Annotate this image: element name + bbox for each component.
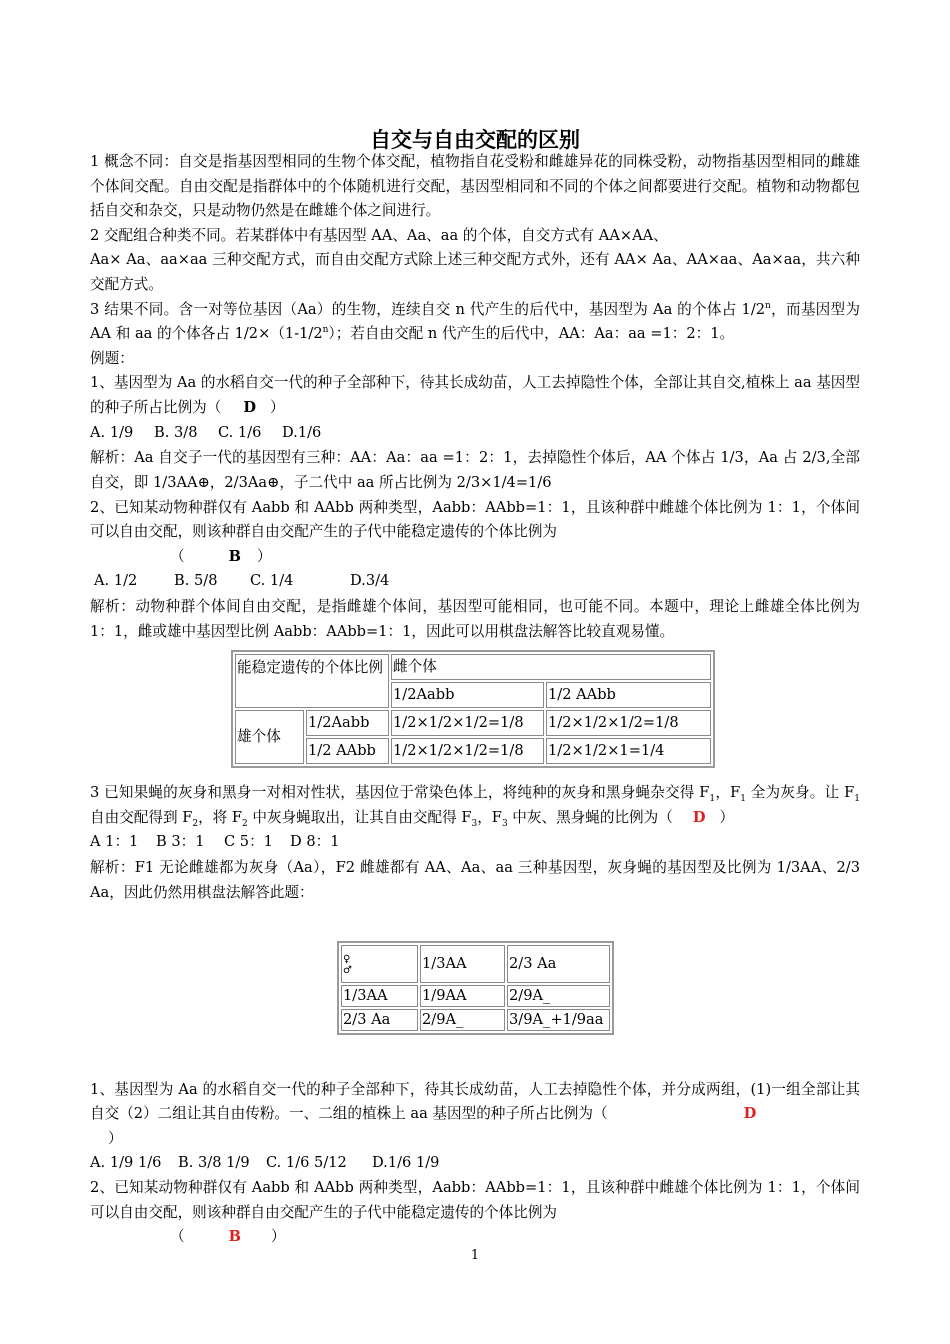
paragraph-combination-1: 2 交配组合种类不同。若某群体中有基因型 AA、Aa、aa 的个体，自交方式有 AA×AA、 — [90, 226, 668, 244]
document-body — [90, 150, 860, 1250]
p1-option-a: A. 1/9 1/6 — [90, 1154, 162, 1172]
q3-sub: 2 — [192, 818, 199, 829]
punnett-table-2 — [337, 941, 614, 1035]
q2-option-c: C. 1/4 — [250, 572, 294, 590]
q3-text: 中灰、黑身蝇的比例为（ — [507, 808, 673, 826]
question-1-options — [90, 421, 860, 446]
question-2-answer-line — [90, 545, 860, 570]
p1-option-c: C. 1/6 5/12 — [266, 1154, 347, 1172]
question-1 — [90, 371, 860, 420]
table1-col-header: 1/2 AAbb — [546, 682, 711, 708]
table2-row-header: 1/3AA — [341, 985, 418, 1007]
q3-sub: 3 — [501, 818, 508, 829]
question-3-analysis: 解析：F1 无论雌雄都为灰身（Aa），F2 雌雄都有 AA、Aa、aa 三种基因型，灰身蝇的基因型及比例为 1/3AA、2/3 Aa，因此仍然用棋盘法解答此题： — [90, 858, 860, 901]
question-1-text: 1、基因型为 Aa 的水稻自交一代的种子全部种下，待其长成幼苗，人工去掉隐性个体，全部让其自交,植株上 aa 基因型的种子所占比例为（ — [90, 374, 860, 416]
q2-option-a: A. 1/2 — [94, 572, 138, 590]
table1-cell: 1/2×1/2×1/2=1/8 — [391, 710, 544, 736]
table1-corner: 能稳定遗传的个体比例 — [235, 654, 389, 708]
q3-sub: 3 — [471, 818, 478, 829]
result-text-c: ）；若自由交配 n 代产生的后代中，AA：Aa：aa =1：2：1。 — [328, 325, 735, 343]
table1-row-header: 1/2 AAbb — [306, 738, 389, 764]
practice-2-open: （ — [170, 1228, 185, 1246]
practice-2-answer: B — [228, 1228, 241, 1246]
q3-option-a: A 1：1 — [90, 833, 139, 851]
page-number: 1 — [470, 1248, 480, 1263]
table2-cell: 1/9AA — [420, 985, 505, 1007]
question-3 — [90, 781, 860, 830]
practice-2-answer-line — [90, 1225, 860, 1250]
question-3-options — [90, 830, 860, 855]
q3-sub: 1 — [709, 793, 716, 804]
result-text-a: 3 结果不同。含一对等位基因（Aa）的生物，连续自交 n 代产生的后代中，基因型为 Aa 的个体占 1/2 — [90, 300, 766, 318]
question-2-open: （ — [170, 547, 185, 565]
q3-sub: 1 — [740, 793, 746, 804]
example-label: 例题： — [90, 349, 134, 367]
result-sup-2: n — [322, 325, 329, 336]
q3-text: 自由交配得到 F — [90, 808, 193, 826]
q3-option-d: D 8：1 — [290, 833, 340, 851]
question-2-options — [90, 569, 860, 594]
question-2-answer: B — [228, 547, 241, 565]
table2-row-header: 2/3 Aa — [341, 1009, 418, 1031]
q1-option-c: C. 1/6 — [218, 423, 262, 441]
q3-text: 全为灰身。让 F — [745, 783, 855, 801]
q3-option-b: B 3：1 — [156, 833, 205, 851]
q2-option-d: D.3/4 — [350, 572, 390, 590]
table1-row-header: 1/2Aabb — [306, 710, 389, 736]
table1-col-group: 雌个体 — [391, 654, 711, 680]
table1-cell: 1/2×1/2×1/2=1/8 — [546, 710, 711, 736]
q3-text: 3 已知果蝇的灰身和黑身一对相对性状，基因位于常染色体上，将纯种的灰身和黑身蝇杂交得 F — [90, 783, 710, 801]
q3-text: ，将 F — [198, 808, 243, 826]
question-3-close: ） — [719, 808, 735, 826]
page-title: 自交与自由交配的区别 — [370, 128, 580, 152]
p1-option-d: D.1/6 1/9 — [372, 1154, 440, 1172]
question-3-answer: D — [692, 808, 706, 826]
table1-row-group: 雄个体 — [235, 710, 304, 764]
table2-col-header: 2/3 Aa — [507, 945, 610, 983]
practice-1-options — [90, 1151, 860, 1176]
question-1-analysis: 解析：Aa 自交子一代的基因型有三种：AA：Aa：aa =1：2：1，去掉隐性个体后，AA 个体占 1/3，Aa 占 2/3,全部自交，即 1/3AA⊕，2/3Aa⊕，子二代中 aa 所占比例为 2/3×1/4=1/6 — [90, 449, 860, 492]
q3-text: ，F — [715, 783, 741, 801]
table2-cell: 2/9A_ — [420, 1009, 505, 1031]
practice-1-answer: D — [743, 1105, 757, 1123]
q2-option-b: B. 5/8 — [174, 572, 218, 590]
table2-corner — [341, 945, 418, 983]
paragraph-combination-2: Aa× Aa、aa×aa 三种交配方式，而自由交配方式除上述三种交配方式外，还有 AA× Aa、AA×aa、Aa×aa，共六种交配方式。 — [90, 251, 860, 293]
practice-question-2: 2、已知某动物种群仅有 Aabb 和 AAbb 两种类型，Aabb：AAbb=1：1，且该种群中雌雄个体比例为 1：1，个体间可以自由交配，则该种群自由交配产生的子代中能稳定遗传的个体比例为 — [90, 1179, 860, 1221]
paragraph-concept: 1 概念不同：自交是指基因型相同的生物个体交配，植物指自花受粉和雌雄异花的同株受粉，动物指基因型相同的雌雄个体间交配。自由交配是指群体中的个体随机进行交配，基因型相同和不同的个体之间都要进行交配。植物和动物都包括自交和杂交，只是动物仍然是在雌雄个体之间进行。 — [90, 153, 860, 220]
q3-sub: 1 — [854, 793, 860, 804]
question-2-close: ） — [256, 547, 272, 565]
question-1-answer: D — [243, 398, 257, 416]
question-2: 2、已知某动物种群仅有 Aabb 和 AAbb 两种类型，Aabb：AAbb=1：1，且该种群中雌雄个体比例为 1：1，个体间可以自由交配，则该种群自由交配产生的子代中能稳定遗传的个体比例为 — [90, 498, 860, 541]
practice-question-1 — [90, 1078, 860, 1152]
q3-sub: 2 — [242, 818, 248, 829]
q3-text: ，F — [477, 808, 502, 826]
q1-option-d: D.1/6 — [282, 423, 322, 441]
practice-1-text: 1、基因型为 Aa 的水稻自交一代的种子全部种下，待其长成幼苗，人工去掉隐性个体，并分成两组，(1)一组全部让其自交（2）二组让其自由传粉。一、二组的植株上 aa 基因型的种子所占比例为（ — [90, 1080, 860, 1123]
q1-option-a: A. 1/9 — [90, 423, 134, 441]
paragraph-result — [90, 298, 860, 347]
result-text-b: ，而基因型为 AA 和 aa 的个体各占 1/2×（1-1/2 — [90, 300, 860, 343]
question-2-analysis: 解析：动物种群个体间自由交配，是指雌雄个体间，基因型可能相同，也可能不同。本题中，理论上雌雄全体比例为 1：1，雌或雄中基因型比例 Aabb：AAbb=1：1，因此可以用棋盘法解答比较直观易懂。 — [90, 597, 860, 641]
result-sup-1: n — [765, 300, 771, 311]
q3-text: 中灰身蝇取出，让其自由交配得 F — [247, 808, 472, 826]
q3-option-c: C 5：1 — [224, 833, 273, 851]
table2-col-header: 1/3AA — [420, 945, 505, 983]
table2-cell: 3/9A_+1/9aa — [507, 1009, 610, 1031]
table2-cell: 2/9A_ — [507, 985, 610, 1007]
table1-cell: 1/2×1/2×1=1/4 — [546, 738, 711, 764]
p1-option-b: B. 3/8 1/9 — [178, 1154, 250, 1172]
male-symbol: ♂ — [343, 965, 352, 977]
practice-1-close: ） — [108, 1129, 123, 1147]
female-symbol: ♀ — [343, 954, 351, 966]
table1-cell: 1/2×1/2×1/2=1/8 — [391, 738, 544, 764]
question-1-close: ） — [270, 398, 285, 416]
table1-col-header: 1/2Aabb — [391, 682, 544, 708]
practice-2-close: ） — [270, 1228, 286, 1246]
punnett-table-1 — [231, 650, 715, 768]
q1-option-b: B. 3/8 — [154, 423, 198, 441]
